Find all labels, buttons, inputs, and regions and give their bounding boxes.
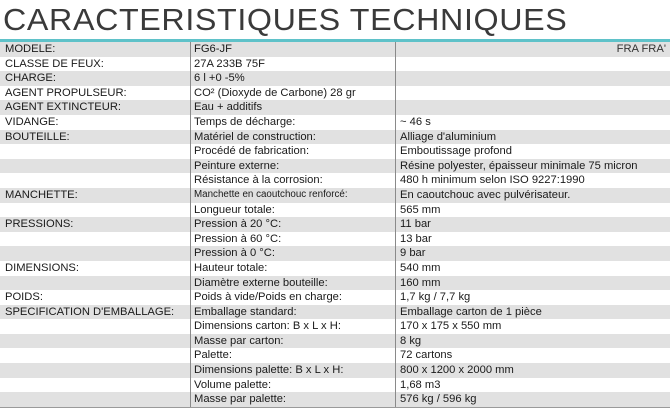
table-row [0, 86, 670, 101]
row-label: SPECIFICATION D'EMBALLAGE: [5, 305, 175, 318]
row-attribute: Dimensions carton: B x L x H: [194, 320, 341, 333]
row-attribute: Poids à vide/Poids en charge: [194, 291, 343, 304]
table-row [0, 363, 670, 378]
table-row [0, 130, 670, 145]
row-value: Emboutissage profond [400, 145, 512, 158]
row-value: 11 bar [400, 218, 431, 231]
row-label: DIMENSIONS: [5, 261, 79, 274]
row-value: ~ 46 s [400, 115, 431, 128]
table-row [0, 392, 670, 407]
row-value: 800 x 1200 x 2000 mm [400, 364, 514, 377]
row-label: AGENT EXTINCTEUR: [5, 101, 122, 114]
row-label: AGENT PROPULSEUR: [5, 86, 127, 99]
row-attribute: Masse par palette: [194, 393, 287, 406]
row-label: VIDANGE: [5, 115, 59, 128]
table-row [0, 115, 670, 130]
row-attribute: FG6-JF [194, 43, 232, 55]
row-value: 1,7 kg / 7,7 kg [400, 291, 471, 304]
row-attribute: CO² (Dioxyde de Carbone) 28 gr [194, 86, 356, 99]
row-value: Alliage d'aluminium [400, 130, 497, 143]
language-code: FRA FRA' [616, 43, 666, 55]
row-attribute: 27A 233B 75F [194, 57, 265, 70]
row-value: 576 kg / 596 kg [400, 393, 477, 406]
row-label: MODELE: [5, 43, 56, 55]
row-attribute: Temps de décharge: [194, 115, 296, 128]
table-bottom-border [0, 407, 670, 408]
row-value: 8 kg [400, 334, 422, 347]
row-label: CHARGE: [5, 72, 56, 85]
row-attribute: Pression à 0 °C: [194, 247, 275, 260]
row-attribute: Peinture externe: [194, 159, 280, 172]
row-label: BOUTEILLE: [5, 130, 70, 143]
table-row [0, 232, 670, 247]
row-label: CLASSE DE FEUX: [5, 57, 104, 70]
page-title: CARACTERISTIQUES TECHNIQUES [3, 2, 568, 37]
row-attribute: Volume palette: [194, 378, 272, 391]
table-row [0, 144, 670, 159]
table-row [0, 71, 670, 86]
table-row [0, 319, 670, 334]
row-attribute: 6 l +0 -5% [194, 72, 245, 85]
row-attribute: Hauteur totale: [194, 261, 268, 274]
table-row [0, 378, 670, 393]
table-row [0, 246, 670, 261]
row-attribute: Dimensions palette: B x L x H: [194, 364, 344, 377]
row-attribute: Pression à 60 °C: [194, 232, 282, 245]
row-value: 160 mm [400, 276, 441, 289]
table-row [0, 203, 670, 218]
row-attribute: Eau + additifs [194, 101, 263, 114]
row-attribute: Résistance à la corrosion: [194, 174, 323, 187]
row-attribute: Matériel de construction: [194, 130, 316, 143]
row-attribute: Procédé de fabrication: [194, 145, 310, 158]
row-attribute: Diamètre externe bouteille: [194, 276, 328, 289]
row-value: 72 cartons [400, 349, 453, 362]
row-value: 170 x 175 x 550 mm [400, 320, 502, 333]
table-row [0, 42, 670, 57]
table-row [0, 188, 670, 203]
table-row [0, 334, 670, 349]
row-attribute: Manchette en caoutchouc renforcé: [194, 188, 348, 200]
spec-table [0, 42, 670, 407]
row-value: 540 mm [400, 261, 441, 274]
row-attribute: Emballage standard: [194, 305, 297, 318]
table-row [0, 173, 670, 188]
table-row [0, 305, 670, 320]
table-row [0, 57, 670, 72]
row-attribute: Palette: [194, 349, 232, 362]
row-label: MANCHETTE: [5, 188, 78, 201]
row-value: Résine polyester, épaisseur minimale 75 micron [400, 159, 638, 172]
table-row [0, 348, 670, 363]
row-value: 565 mm [400, 203, 441, 216]
table-row [0, 290, 670, 305]
table-row [0, 159, 670, 174]
row-value: 9 bar [400, 247, 426, 260]
row-attribute: Longueur totale: [194, 203, 275, 216]
row-value: 480 h minimum selon ISO 9227:1990 [400, 174, 585, 187]
row-value: 1,68 m3 [400, 378, 441, 391]
row-value: 13 bar [400, 232, 432, 245]
row-attribute: Masse par carton: [194, 334, 284, 347]
table-row [0, 100, 670, 115]
table-row [0, 261, 670, 276]
table-row [0, 276, 670, 291]
row-value: En caoutchouc avec pulvérisateur. [400, 188, 571, 201]
row-label: POIDS: [5, 291, 43, 304]
row-label: PRESSIONS: [5, 218, 74, 231]
row-value: Emballage carton de 1 pièce [400, 305, 542, 318]
row-attribute: Pression à 20 °C: [194, 218, 282, 231]
table-row [0, 217, 670, 232]
